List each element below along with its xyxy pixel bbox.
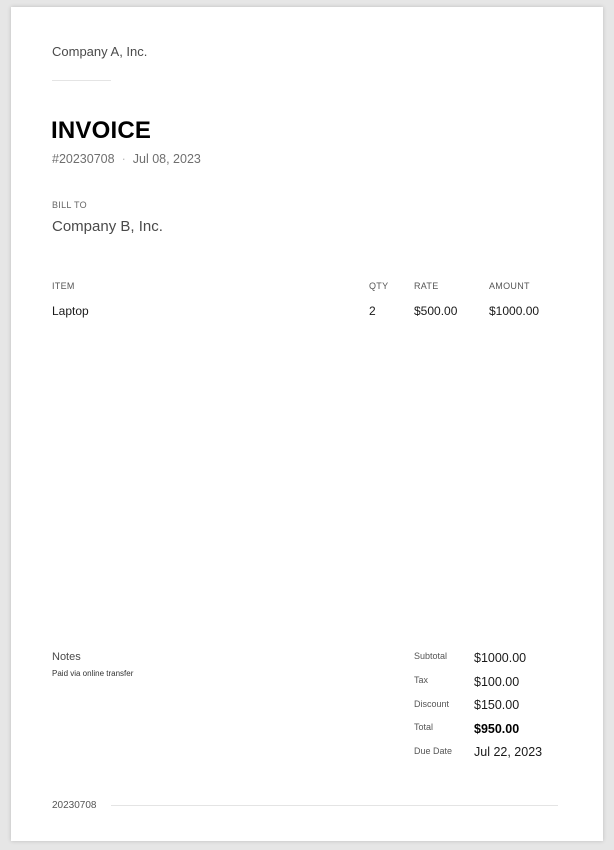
invoice-meta (52, 152, 201, 166)
row-amount: $1000.00 (489, 304, 540, 318)
header-qty: QTY (369, 281, 389, 291)
row-rate: $500.00 (414, 304, 458, 318)
due-date-label: Due Date (414, 746, 453, 756)
bill-to-label: BILL TO (52, 200, 87, 210)
due-date-value: Jul 22, 2023 (474, 745, 543, 759)
notes-title: Notes (52, 651, 81, 663)
bill-to-company: Company B, Inc. (52, 218, 163, 235)
header-item: ITEM (52, 281, 75, 291)
header-rate: RATE (414, 281, 439, 291)
meta-separator: · (121, 152, 126, 166)
footer-invoice-id: 20230708 (52, 800, 97, 811)
invoice-date: Jul 08, 2023 (132, 152, 201, 166)
header-amount: AMOUNT (489, 281, 530, 291)
discount-label: Discount (414, 699, 450, 709)
footer-divider (111, 805, 558, 806)
notes-text: Paid via online transfer (52, 669, 134, 678)
row-qty: 2 (369, 304, 376, 318)
header-divider (52, 80, 111, 81)
total-label: Total (414, 722, 434, 732)
subtotal-label: Subtotal (414, 651, 448, 661)
subtotal-value: $1000.00 (474, 651, 527, 665)
invoice-number: #20230708 (52, 152, 115, 166)
tax-value: $100.00 (474, 675, 520, 689)
invoice-title: INVOICE (51, 117, 152, 144)
row-item: Laptop (52, 304, 89, 318)
discount-value: $150.00 (474, 698, 520, 712)
sender-company: Company A, Inc. (52, 44, 148, 59)
tax-label: Tax (414, 675, 429, 685)
invoice-page (11, 7, 603, 841)
total-value: $950.00 (474, 722, 520, 736)
